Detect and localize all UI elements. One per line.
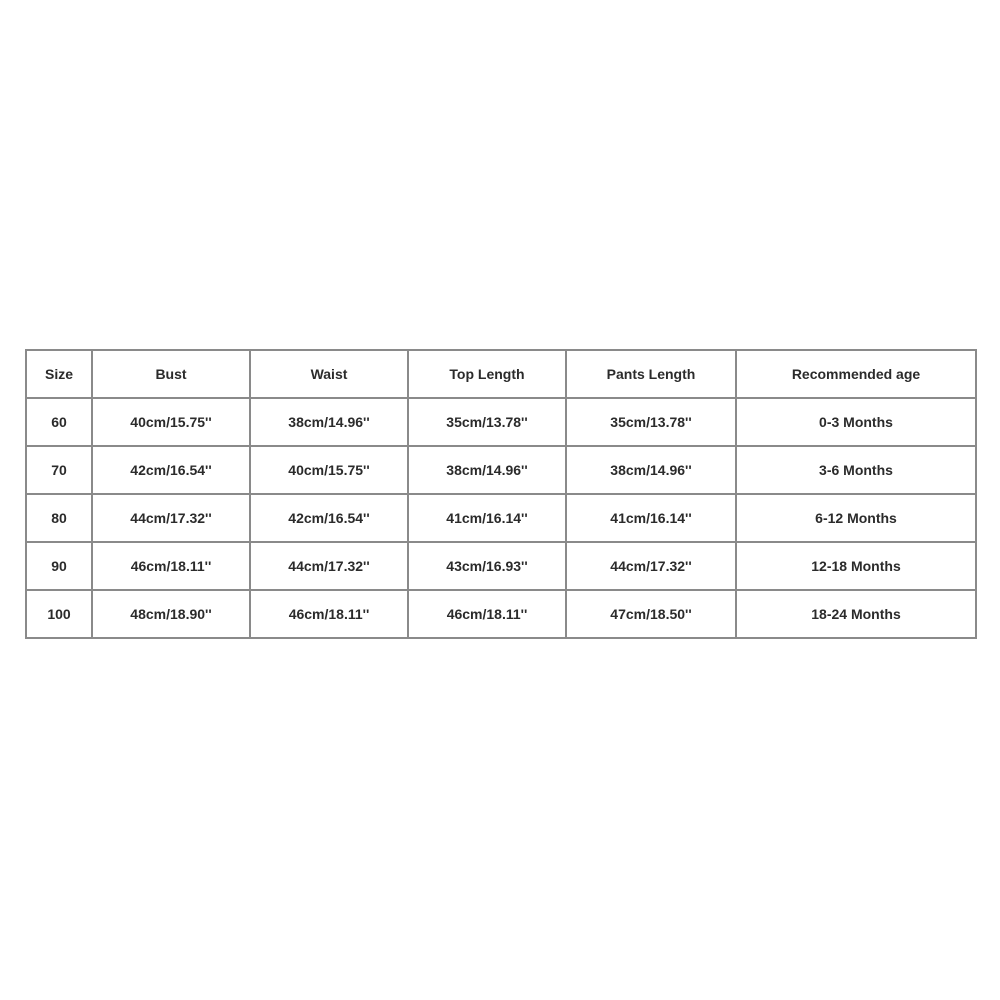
header-bust: Bust [92, 350, 250, 398]
cell-recommended-age: 0-3 Months [736, 398, 976, 446]
table-row [26, 542, 976, 590]
cell-pants-length: 35cm/13.78'' [566, 398, 736, 446]
cell-top-length: 35cm/13.78'' [408, 398, 566, 446]
cell-waist: 38cm/14.96'' [250, 398, 408, 446]
cell-bust: 46cm/18.11'' [92, 542, 250, 590]
cell-waist: 44cm/17.32'' [250, 542, 408, 590]
cell-size: 80 [26, 494, 92, 542]
cell-waist: 42cm/16.54'' [250, 494, 408, 542]
cell-top-length: 38cm/14.96'' [408, 446, 566, 494]
cell-size: 90 [26, 542, 92, 590]
cell-recommended-age: 3-6 Months [736, 446, 976, 494]
cell-waist: 46cm/18.11'' [250, 590, 408, 638]
table-row [26, 446, 976, 494]
cell-top-length: 46cm/18.11'' [408, 590, 566, 638]
header-top-length: Top Length [408, 350, 566, 398]
cell-bust: 40cm/15.75'' [92, 398, 250, 446]
cell-waist: 40cm/15.75'' [250, 446, 408, 494]
cell-recommended-age: 18-24 Months [736, 590, 976, 638]
header-waist: Waist [250, 350, 408, 398]
cell-recommended-age: 6-12 Months [736, 494, 976, 542]
cell-size: 70 [26, 446, 92, 494]
cell-top-length: 43cm/16.93'' [408, 542, 566, 590]
cell-pants-length: 44cm/17.32'' [566, 542, 736, 590]
header-row [26, 350, 976, 398]
cell-pants-length: 41cm/16.14'' [566, 494, 736, 542]
cell-pants-length: 47cm/18.50'' [566, 590, 736, 638]
cell-recommended-age: 12-18 Months [736, 542, 976, 590]
cell-bust: 48cm/18.90'' [92, 590, 250, 638]
table-row [26, 398, 976, 446]
size-chart-table [25, 349, 977, 639]
table-row [26, 494, 976, 542]
cell-bust: 44cm/17.32'' [92, 494, 250, 542]
header-pants-length: Pants Length [566, 350, 736, 398]
table-row [26, 590, 976, 638]
cell-pants-length: 38cm/14.96'' [566, 446, 736, 494]
header-size: Size [26, 350, 92, 398]
header-recommended-age: Recommended age [736, 350, 976, 398]
cell-size: 60 [26, 398, 92, 446]
cell-size: 100 [26, 590, 92, 638]
cell-top-length: 41cm/16.14'' [408, 494, 566, 542]
cell-bust: 42cm/16.54'' [92, 446, 250, 494]
